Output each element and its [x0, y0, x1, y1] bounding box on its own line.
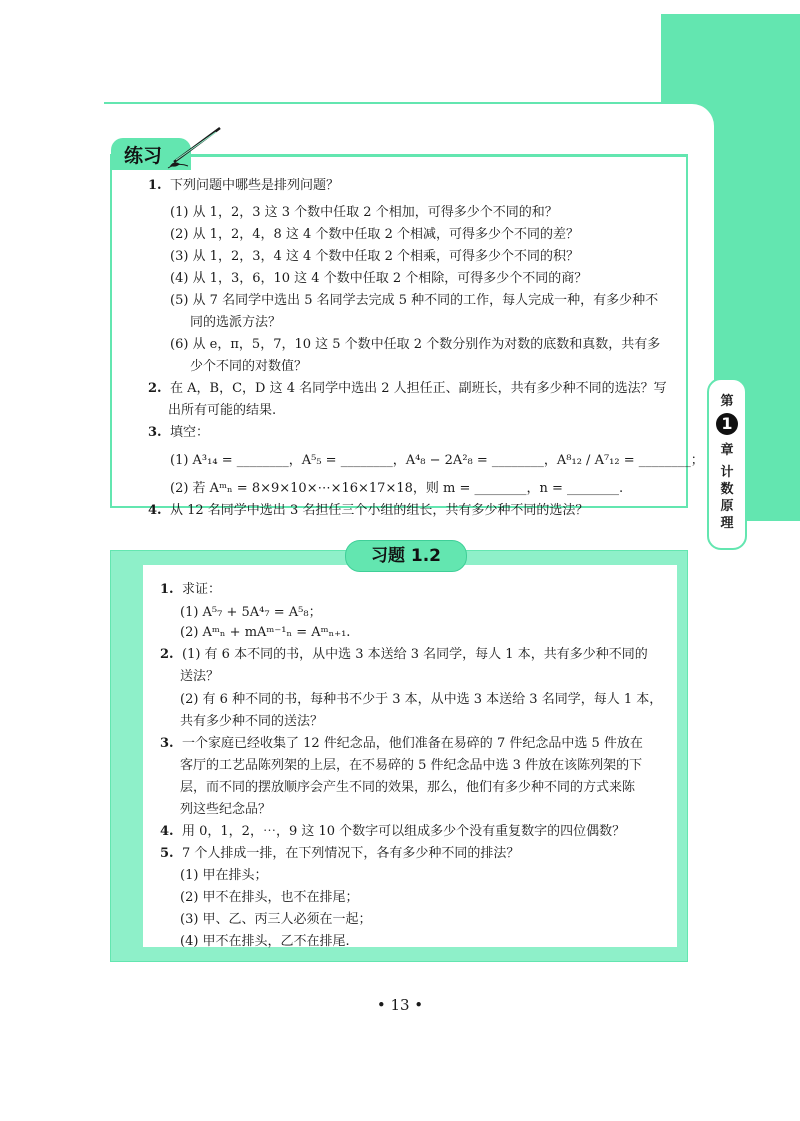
problem-number: 3. [160, 736, 174, 751]
chapter-label-bottom: 章 [720, 443, 734, 458]
problem-line [180, 604, 322, 622]
question-text: (3) 从 1，2，3，4 这 4 个数中任取 2 个相乘，可得多少个不同的积？ [170, 249, 579, 264]
chapter-name-char: 计 [720, 465, 734, 480]
problem-text: 送法？ [180, 669, 220, 684]
problem-text: (1) 有 6 本不同的书，从中选 3 本送给 3 名同学，每人 1 本，共有多少种不同的 [182, 647, 648, 662]
problem-line [180, 933, 350, 951]
problem-text: 层，而不同的摆放顺序会产生不同的效果，那么，他们有多少种不同的方式来陈 [180, 780, 636, 795]
question-text: (2) 若 Aᵐₙ = 8×9×10×⋯×16×17×18，则 m = ________，n = ________. [170, 481, 624, 496]
problem-line [160, 845, 519, 863]
exercise-line [170, 248, 579, 266]
exercise-line [168, 402, 276, 420]
question-text: 在 A，B，C，D 这 4 名同学中选出 2 人担任正、副班长，共有多少种不同的选法？写 [170, 381, 667, 396]
question-text: (2) 从 1，2，4，8 这 4 个数中任取 2 个相减，可得多少个不同的差？ [170, 227, 579, 242]
chapter-tab [707, 378, 747, 550]
chapter-number: 1 [716, 413, 738, 435]
problem-number: 2. [160, 647, 174, 662]
problem-line [160, 646, 648, 664]
exercise-line [148, 502, 588, 520]
problem-text: 列这些纪念品？ [180, 802, 272, 817]
exercise-line [170, 452, 704, 470]
question-text: 同的选派方法？ [190, 315, 282, 330]
problem-text: 客厅的工艺品陈列架的上层，在不易碎的 5 件纪念品中选 3 件放在该陈列架的下 [180, 758, 643, 773]
exercise-title: 练习 [124, 145, 163, 167]
problem-text: 一个家庭已经收集了 12 件纪念品，他们准备在易碎的 7 件纪念品中选 5 件放在 [182, 736, 643, 751]
page-number: • 13 • [376, 996, 424, 1014]
question-text: (4) 从 1，3，6，10 这 4 个数中任取 2 个相除，可得多少个不同的商？ [170, 271, 588, 286]
question-text: 下列问题中哪些是排列问题？ [170, 178, 340, 193]
question-text: 少个不同的对数值？ [190, 359, 308, 374]
exercise-line [148, 380, 667, 398]
exercise-line [170, 204, 558, 222]
problem-number: 5. [160, 846, 174, 861]
problem-line [160, 823, 625, 841]
problem-text: (3) 甲、乙、丙三人必须在一起； [180, 912, 372, 927]
exercise-line [170, 226, 579, 244]
problem-text: (2) Aᵐₙ + mAᵐ⁻¹ₙ = Aᵐₙ₊₁. [180, 625, 351, 640]
question-number: 1. [148, 178, 162, 193]
question-text: (1) 从 1，2，3 这 3 个数中任取 2 个相加，可得多少个不同的和？ [170, 205, 558, 220]
problem-line [160, 735, 643, 753]
exercise-line [148, 424, 209, 442]
pen-icon [166, 124, 226, 170]
problem-text: (4) 甲不在排头，乙不在排尾. [180, 934, 350, 949]
question-number: 4. [148, 503, 162, 518]
problem-number: 1. [160, 582, 174, 597]
exercise-line [170, 292, 658, 310]
problem-text: 7 个人排成一排，在下列情况下，各有多少种不同的排法？ [182, 846, 520, 861]
problem-line [180, 801, 271, 819]
question-text: 从 12 名同学中选出 3 名担任三个小组的组长，共有多少种不同的选法？ [170, 503, 589, 518]
problem-line [180, 624, 350, 642]
problem-number: 4. [160, 824, 174, 839]
problem-line [180, 889, 359, 907]
chapter-label-top: 第 [720, 394, 734, 409]
problem-text: 用 0，1，2，⋯，9 这 10 个数字可以组成多少个没有重复数字的四位偶数？ [182, 824, 626, 839]
chapter-name [709, 464, 745, 532]
problem-line [180, 757, 642, 775]
question-number: 2. [148, 381, 162, 396]
exercise-line [148, 177, 339, 195]
exercise-line [170, 336, 660, 354]
exercise-line [170, 270, 587, 288]
problem-line [180, 911, 372, 929]
problem-set-title: 习题 1.2 [345, 540, 467, 572]
problem-line [180, 867, 268, 885]
problem-line [180, 779, 635, 797]
problem-line [180, 668, 219, 686]
problem-line [180, 713, 323, 731]
question-text: (1) A³₁₄ = ________，A⁵₅ = ________，A⁴₈ − 2A²₈ = ________，A⁸₁₂ / A⁷₁₂ = ________； [170, 453, 704, 468]
problem-text: (1) 甲在排头； [180, 868, 268, 883]
question-text: (5) 从 7 名同学中选出 5 名同学去完成 5 种不同的工作，每人完成一种，有多少种不 [170, 293, 659, 308]
problem-text: 共有多少种不同的送法？ [180, 714, 324, 729]
problem-text: (2) 甲不在排头，也不在排尾； [180, 890, 359, 905]
problem-text: (2) 有 6 种不同的书，每种书不少于 3 本，从中选 3 本送给 3 名同学，每人 1 本， [180, 692, 663, 707]
question-text: 填空： [170, 425, 210, 440]
question-text: 出所有可能的结果. [168, 403, 277, 418]
problem-text: (1) A⁵₇ + 5A⁴₇ = A⁵₈； [180, 605, 322, 620]
chapter-name-char: 数 [720, 482, 734, 497]
chapter-name-char: 原 [720, 499, 734, 514]
problem-line [180, 691, 662, 709]
exercise-line [190, 358, 307, 376]
exercise-line [170, 480, 623, 498]
chapter-name-char: 理 [720, 516, 734, 531]
problem-line [160, 581, 221, 599]
exercise-line [190, 314, 281, 332]
question-number: 3. [148, 425, 162, 440]
question-text: (6) 从 e，π，5，7，10 这 5 个数中任取 2 个数分别作为对数的底数和真数，共有多 [170, 337, 661, 352]
problem-text: 求证： [182, 582, 222, 597]
